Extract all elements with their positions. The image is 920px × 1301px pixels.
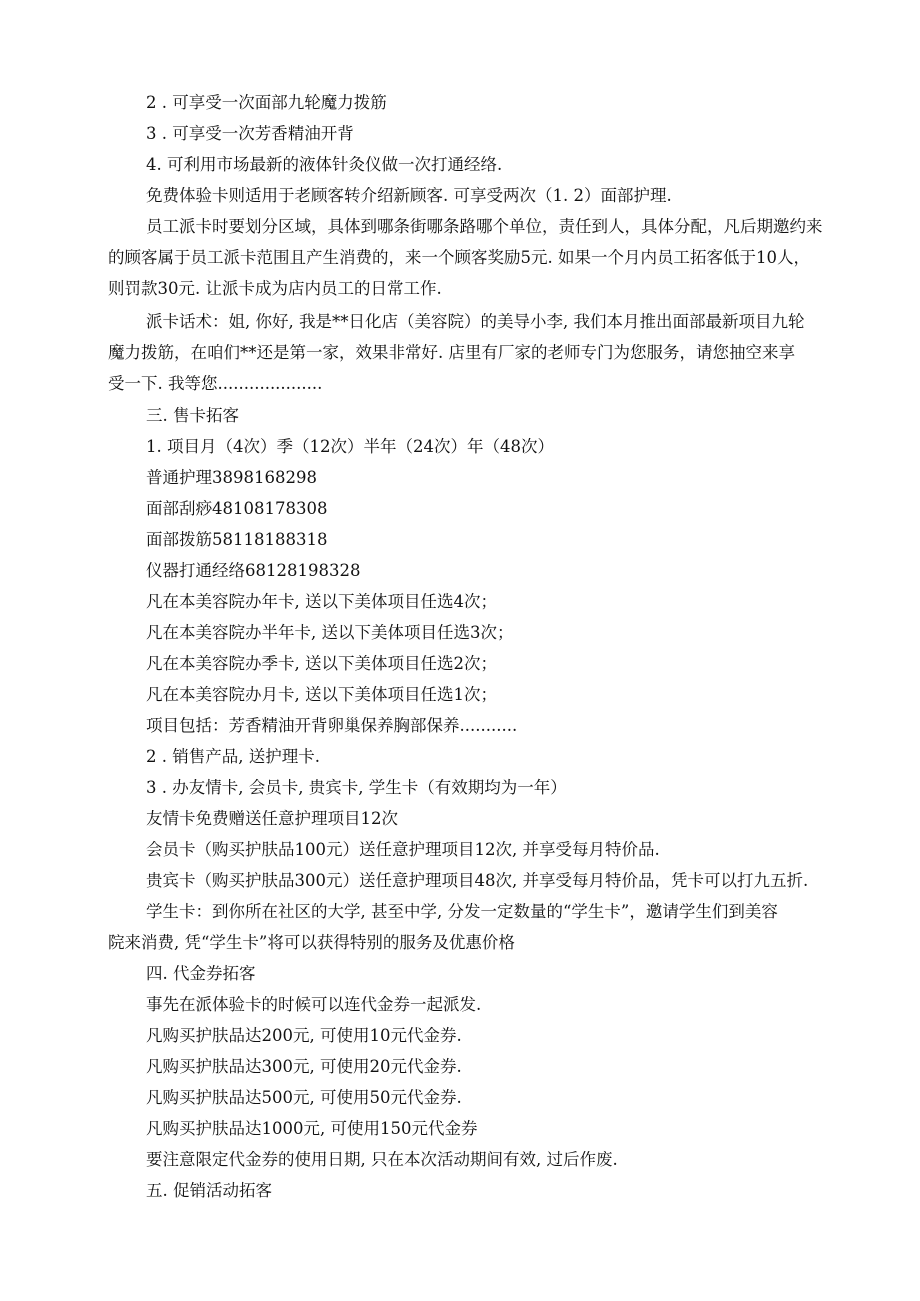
text-line: 凡购买护肤品达200元, 可使用10元代金券.	[146, 1026, 462, 1045]
text-line: 3 . 办友情卡, 会员卡, 贵宾卡, 学生卡（有效期均为一年）	[146, 778, 567, 797]
text-line: 仪器打通经络68128198328	[146, 561, 361, 580]
text-line: 凡在本美容院办季卡, 送以下美体项目任选2次；	[146, 654, 497, 673]
section-heading: 四. 代金券拓客	[146, 964, 256, 983]
text-line: 2 . 销售产品, 送护理卡.	[146, 747, 320, 766]
text-line: 普通护理3898168298	[146, 468, 317, 487]
text-line: 面部拨筋58118188318	[146, 530, 328, 549]
text-line: 贵宾卡（购买护肤品300元）送任意护理项目48次, 并享受每月特价品，凭卡可以打九五折.	[146, 871, 809, 890]
text-line: 受一下. 我等您....................	[108, 374, 323, 393]
section-heading: 三. 售卡拓客	[146, 406, 239, 425]
text-line: 1. 项目月（4次）季（12次）半年（24次）年（48次）	[146, 437, 554, 456]
section-heading: 五. 促销活动拓客	[146, 1181, 272, 1200]
text-line: 魔力拨筋，在咱们**还是第一家，效果非常好. 店里有厂家的老师专门为您服务，请您抽空来享	[108, 343, 795, 362]
text-line: 面部刮痧48108178308	[146, 499, 328, 518]
text-line: 的顾客属于员工派卡范围且产生消费的，来一个顾客奖励5元. 如果一个月内员工拓客低于10人，	[108, 248, 810, 267]
text-line: 会员卡（购买护肤品100元）送任意护理项目12次, 并享受每月特价品.	[146, 840, 660, 859]
text-line: 学生卡：到你所在社区的大学, 甚至中学, 分发一定数量的“学生卡”，邀请学生们到美容	[146, 902, 778, 921]
text-line: 2 . 可享受一次面部九轮魔力拨筋	[146, 93, 387, 112]
text-line: 凡在本美容院办年卡, 送以下美体项目任选4次；	[146, 592, 497, 611]
text-line: 员工派卡时要划分区域，具体到哪条街哪条路哪个单位，责任到人，具体分配，凡后期邀约来	[146, 217, 823, 236]
text-line: 3 . 可享受一次芳香精油开背	[146, 124, 354, 143]
text-line: 友情卡免费赠送任意护理项目12次	[146, 809, 398, 828]
text-line: 则罚款30元. 让派卡成为店内员工的日常工作.	[108, 279, 442, 298]
text-line: 要注意限定代金券的使用日期, 只在本次活动期间有效, 过后作废.	[146, 1150, 618, 1169]
text-line: 院来消费, 凭“学生卡”将可以获得特别的服务及优惠价格	[108, 933, 515, 952]
text-line: 凡购买护肤品达1000元, 可使用150元代金券	[146, 1119, 478, 1138]
text-line: 凡购买护肤品达300元, 可使用20元代金券.	[146, 1057, 462, 1076]
text-line: 4. 可利用市场最新的液体针灸仪做一次打通经络.	[146, 155, 503, 174]
text-line: 免费体验卡则适用于老顾客转介绍新顾客. 可享受两次（1. 2）面部护理.	[146, 186, 672, 205]
text-line: 凡在本美容院办半年卡, 送以下美体项目任选3次；	[146, 623, 514, 642]
text-line: 事先在派体验卡的时候可以连代金券一起派发.	[146, 995, 482, 1014]
text-line: 项目包括：芳香精油开背卵巢保养胸部保养...........	[146, 716, 518, 735]
text-line: 凡购买护肤品达500元, 可使用50元代金券.	[146, 1088, 462, 1107]
text-line: 派卡话术：姐, 你好, 我是**日化店（美容院）的美导小李, 我们本月推出面部最新项目九轮	[146, 312, 805, 331]
text-line: 凡在本美容院办月卡, 送以下美体项目任选1次；	[146, 685, 497, 704]
